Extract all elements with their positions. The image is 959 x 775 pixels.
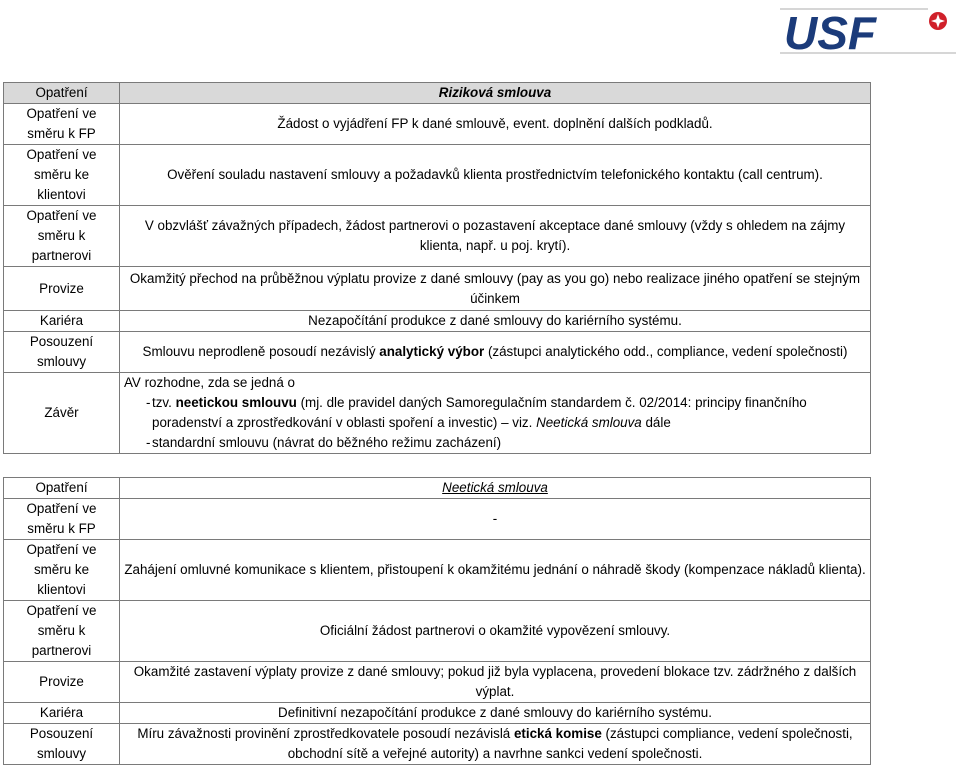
row-text xyxy=(120,724,871,765)
row-text: - xyxy=(120,499,871,540)
text-part: Míru závažnosti provinění zprostředkovatele posoudí nezávislá xyxy=(137,726,514,741)
risky-contract-table xyxy=(3,82,871,454)
ethics-committee-text: etická komise xyxy=(513,726,602,741)
text-part: standardní smlouvu (návrat do běžného režimu zacházení) xyxy=(152,435,502,450)
row-label: Provize xyxy=(4,662,120,703)
conclusion-intro: AV rozhodne, zda se jedná o xyxy=(124,375,295,390)
table-row xyxy=(4,104,871,145)
row-label: Posouzení smlouvy xyxy=(4,332,120,373)
row-text: Okamžitý přechod na průběžnou výplatu provize z dané smlouvy (pay as you go) nebo realizace jiného opatření se stejným účinkem xyxy=(120,267,871,311)
bullet-dash: - xyxy=(146,435,151,450)
usf-logo xyxy=(778,4,958,58)
header-title: Neetická smlouva xyxy=(120,478,871,499)
table-row xyxy=(4,206,871,267)
text-part: Smlouvu neprodleně posoudí nezávislý xyxy=(142,344,380,359)
text-part: (mj. dle pravidel daných Samoregulačním standardem č. 02/2014: principy finančního poradenství a zprostředkování v oblasti spoření a investic) – viz. xyxy=(152,395,807,430)
table-row xyxy=(4,662,871,703)
analytic-committee-text: analytický výbor xyxy=(379,344,485,359)
conclusion-cell xyxy=(120,373,871,454)
row-label: Opatření ve směru ke klientovi xyxy=(4,540,120,601)
row-label: Kariéra xyxy=(4,311,120,332)
row-text: Oficiální žádost partnerovi o okamžité vypovězení smlouvy. xyxy=(120,601,871,662)
text-part: (zástupci compliance, vedení společnosti, obchodní sítě a veřejné autority) a navrhne sankci vedení společnosti. xyxy=(287,726,853,761)
table-row xyxy=(4,499,871,540)
header-label: Opatření xyxy=(4,83,120,104)
unethical-contract-reference: Neetická smlouva xyxy=(536,415,642,430)
text-part: dále xyxy=(641,415,671,430)
unethical-contract-table xyxy=(3,477,871,765)
conclusion-bullet xyxy=(124,393,866,433)
table-row xyxy=(4,703,871,724)
text-part: (zástupci analytického odd., compliance, vedení společnosti) xyxy=(484,344,848,359)
table-row xyxy=(4,601,871,662)
table-row xyxy=(4,332,871,373)
row-label: Opatření ve směru k partnerovi xyxy=(4,206,120,267)
row-text: Definitivní nezapočítání produkce z dané smlouvy do kariérního systému. xyxy=(120,703,871,724)
unethical-contract-text: neetickou smlouvu xyxy=(175,395,297,410)
row-text xyxy=(120,332,871,373)
row-label: Opatření ve směru ke klientovi xyxy=(4,145,120,206)
row-label: Opatření ve směru k FP xyxy=(4,104,120,145)
row-text: V obzvlášť závažných případech, žádost partnerovi o pozastavení akceptace dané smlouvy (vždy s ohledem na zájmy klienta, např. u poj. krytí). xyxy=(120,206,871,267)
table-row xyxy=(4,373,871,454)
svg-text:USF: USF xyxy=(784,7,876,58)
row-label: Závěr xyxy=(4,373,120,454)
row-text: Žádost o vyjádření FP k dané smlouvě, event. doplnění dalších podkladů. xyxy=(120,104,871,145)
table-row xyxy=(4,311,871,332)
row-text: Okamžité zastavení výplaty provize z dané smlouvy; pokud již byla vyplacena, provedení blokace tzv. zádržného z dalších výplat. xyxy=(120,662,871,703)
text-part: tzv. xyxy=(152,395,176,410)
table-row xyxy=(4,724,871,765)
row-label: Provize xyxy=(4,267,120,311)
row-label: Kariéra xyxy=(4,703,120,724)
conclusion-bullet xyxy=(124,433,866,453)
table-row xyxy=(4,267,871,311)
header-label: Opatření xyxy=(4,478,120,499)
row-label: Opatření ve směru k partnerovi xyxy=(4,601,120,662)
table-header-row xyxy=(4,83,871,104)
table-row xyxy=(4,145,871,206)
header-title: Riziková smlouva xyxy=(120,83,871,104)
row-label: Opatření ve směru k FP xyxy=(4,499,120,540)
bullet-dash: - xyxy=(146,395,151,410)
row-label: Posouzení smlouvy xyxy=(4,724,120,765)
row-text: Ověření souladu nastavení smlouvy a požadavků klienta prostřednictvím telefonického kontaktu (call centrum). xyxy=(120,145,871,206)
table-header-row xyxy=(4,478,871,499)
row-text: Nezapočítání produkce z dané smlouvy do kariérního systému. xyxy=(120,311,871,332)
table-row xyxy=(4,540,871,601)
row-text: Zahájení omluvné komunikace s klientem, přistoupení k okamžitému jednání o náhradě škody (kompenzace nákladů klienta). xyxy=(120,540,871,601)
